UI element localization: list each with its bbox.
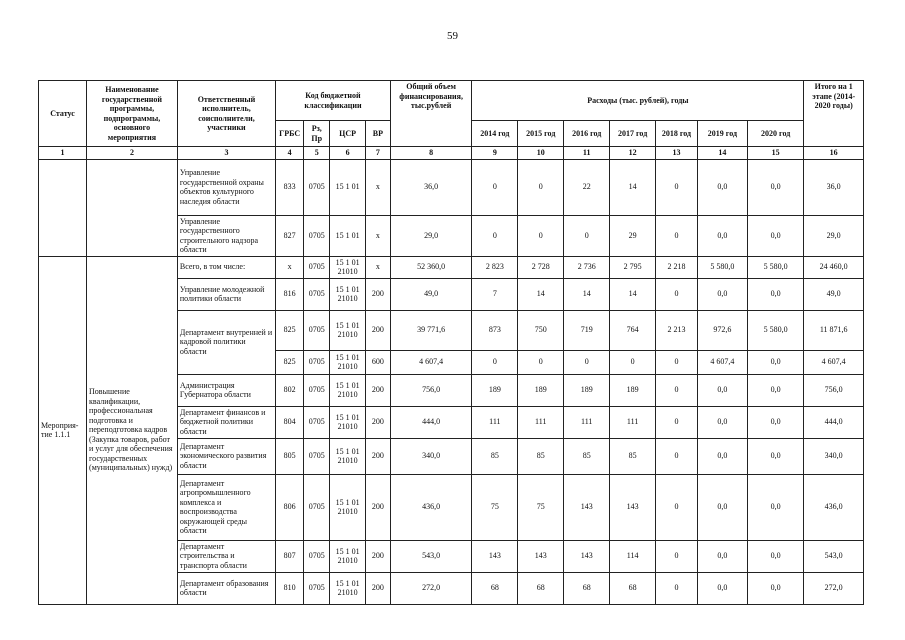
column-number: 10 (518, 147, 564, 160)
column-number: 7 (365, 147, 390, 160)
vr-cell: 200 (365, 572, 390, 604)
year-value-cell: 189 (610, 374, 656, 406)
year-value-cell: 0 (656, 438, 698, 474)
stage-total-cell: 11 871,6 (804, 310, 864, 350)
column-number: 13 (656, 147, 698, 160)
stage-total-cell: 24 460,0 (804, 256, 864, 278)
executor-cell: Департамент внутренней и кадровой политики области (177, 310, 275, 374)
rz-pr-cell: 0705 (304, 438, 330, 474)
year-value-cell: 2 728 (518, 256, 564, 278)
rz-pr-cell: 0705 (304, 406, 330, 438)
csr-cell: 15 1 01 (330, 159, 366, 215)
year-value-cell: 75 (472, 474, 518, 540)
header-budget-code: Код бюджетной классификации (276, 81, 391, 121)
name-cell (87, 159, 178, 256)
measure-name: Повышение квалификации, профессиональная подготовка и переподготовка кадров (Закупка товаров, работ и услуг для обеспечения государственных (муниципальных) нужд) (87, 256, 178, 604)
rz-pr-cell: 0705 (304, 572, 330, 604)
header-grbs: ГРБС (276, 121, 304, 147)
vr-cell: 200 (365, 406, 390, 438)
rz-pr-cell: 0705 (304, 310, 330, 350)
csr-cell: 15 1 01 21010 (330, 350, 366, 374)
year-value-cell: 14 (610, 159, 656, 215)
year-value-cell: 764 (610, 310, 656, 350)
vr-cell: 200 (365, 310, 390, 350)
rz-pr-cell: 0705 (304, 278, 330, 310)
total-cell: 52 360,0 (390, 256, 471, 278)
total-cell: 436,0 (390, 474, 471, 540)
header-year: 2016 год (564, 121, 610, 147)
year-value-cell: 2 823 (472, 256, 518, 278)
measure-status: Мероприя-тие 1.1.1 (39, 256, 87, 604)
year-value-cell: 7 (472, 278, 518, 310)
status-cell (39, 159, 87, 256)
grbs-cell: 807 (276, 540, 304, 572)
year-value-cell: 0 (610, 350, 656, 374)
table-row (39, 159, 864, 215)
year-value-cell: 68 (518, 572, 564, 604)
header-executor: Ответственный исполнитель, соисполнители, участники (177, 81, 275, 147)
executor-cell: Департамент финансов и бюджетной политики области (177, 406, 275, 438)
header-expenses: Расходы (тыс. рублей), годы (472, 81, 804, 121)
grbs-cell: 825 (276, 310, 304, 350)
header-year: 2015 год (518, 121, 564, 147)
stage-total-cell: 49,0 (804, 278, 864, 310)
column-number: 14 (697, 147, 747, 160)
column-number: 6 (330, 147, 366, 160)
table-row (39, 256, 864, 278)
year-value-cell: 111 (472, 406, 518, 438)
year-value-cell: 5 580,0 (747, 310, 803, 350)
grbs-cell: 804 (276, 406, 304, 438)
csr-cell: 15 1 01 21010 (330, 438, 366, 474)
grbs-cell: 825 (276, 350, 304, 374)
year-value-cell: 0 (656, 572, 698, 604)
year-value-cell: 0,0 (747, 159, 803, 215)
total-cell: 444,0 (390, 406, 471, 438)
year-value-cell: 0,0 (747, 540, 803, 572)
year-value-cell: 0,0 (747, 572, 803, 604)
column-number: 16 (804, 147, 864, 160)
year-value-cell: 0,0 (697, 215, 747, 256)
year-value-cell: 14 (518, 278, 564, 310)
year-value-cell: 0 (656, 350, 698, 374)
grbs-cell: х (276, 256, 304, 278)
column-number: 4 (276, 147, 304, 160)
year-value-cell: 189 (472, 374, 518, 406)
stage-total-cell: 340,0 (804, 438, 864, 474)
total-cell: 543,0 (390, 540, 471, 572)
year-value-cell: 22 (564, 159, 610, 215)
total-cell: 272,0 (390, 572, 471, 604)
total-cell: 340,0 (390, 438, 471, 474)
stage-total-cell: 444,0 (804, 406, 864, 438)
year-value-cell: 0,0 (697, 540, 747, 572)
csr-cell: 15 1 01 21010 (330, 406, 366, 438)
year-value-cell: 0 (472, 350, 518, 374)
executor-cell: Департамент строительства и транспорта области (177, 540, 275, 572)
column-number: 9 (472, 147, 518, 160)
year-value-cell: 0 (564, 350, 610, 374)
csr-cell: 15 1 01 21010 (330, 310, 366, 350)
year-value-cell: 0 (518, 215, 564, 256)
grbs-cell: 806 (276, 474, 304, 540)
year-value-cell: 85 (472, 438, 518, 474)
year-value-cell: 2 795 (610, 256, 656, 278)
executor-cell: Администрация Губернатора области (177, 374, 275, 406)
header-year: 2014 год (472, 121, 518, 147)
year-value-cell: 719 (564, 310, 610, 350)
year-value-cell: 0,0 (697, 374, 747, 406)
column-number: 5 (304, 147, 330, 160)
year-value-cell: 0,0 (747, 474, 803, 540)
header-total: Общий объем финансирования, тыс.рублей (390, 81, 471, 147)
header-year: 2019 год (697, 121, 747, 147)
header-rz-pr: Рз, Пр (304, 121, 330, 147)
header-stage-total: Итого на 1 этапе (2014-2020 годы) (804, 81, 864, 147)
header-year: 2018 год (656, 121, 698, 147)
header-csr: ЦСР (330, 121, 366, 147)
total-cell: 49,0 (390, 278, 471, 310)
year-value-cell: 0,0 (747, 278, 803, 310)
stage-total-cell: 543,0 (804, 540, 864, 572)
year-value-cell: 2 213 (656, 310, 698, 350)
csr-cell: 15 1 01 (330, 215, 366, 256)
stage-total-cell: 272,0 (804, 572, 864, 604)
year-value-cell: 0 (518, 159, 564, 215)
year-value-cell: 0,0 (697, 278, 747, 310)
year-value-cell: 873 (472, 310, 518, 350)
column-number: 1 (39, 147, 87, 160)
year-value-cell: 2 736 (564, 256, 610, 278)
year-value-cell: 114 (610, 540, 656, 572)
csr-cell: 15 1 01 21010 (330, 474, 366, 540)
year-value-cell: 68 (610, 572, 656, 604)
year-value-cell: 0,0 (697, 159, 747, 215)
year-value-cell: 0 (656, 374, 698, 406)
column-number: 11 (564, 147, 610, 160)
grbs-cell: 816 (276, 278, 304, 310)
total-cell: 36,0 (390, 159, 471, 215)
executor-cell: Департамент экономического развития области (177, 438, 275, 474)
year-value-cell: 0,0 (697, 406, 747, 438)
grbs-cell: 802 (276, 374, 304, 406)
column-number: 15 (747, 147, 803, 160)
table-body (39, 159, 864, 604)
year-value-cell: 189 (564, 374, 610, 406)
year-value-cell: 189 (518, 374, 564, 406)
year-value-cell: 0 (656, 215, 698, 256)
executor-cell: Управление государственной охраны объектов культурного наследия области (177, 159, 275, 215)
year-value-cell: 111 (518, 406, 564, 438)
year-value-cell: 0 (656, 406, 698, 438)
column-number-row (39, 147, 864, 160)
stage-total-cell: 36,0 (804, 159, 864, 215)
year-value-cell: 0,0 (747, 438, 803, 474)
vr-cell: 600 (365, 350, 390, 374)
year-value-cell: 5 580,0 (697, 256, 747, 278)
year-value-cell: 0,0 (697, 572, 747, 604)
year-value-cell: 0,0 (747, 406, 803, 438)
year-value-cell: 75 (518, 474, 564, 540)
executor-cell: Управление государственного строительного надзора области (177, 215, 275, 256)
year-value-cell: 143 (564, 474, 610, 540)
year-value-cell: 14 (564, 278, 610, 310)
rz-pr-cell: 0705 (304, 256, 330, 278)
grbs-cell: 805 (276, 438, 304, 474)
year-value-cell: 0 (656, 278, 698, 310)
year-value-cell: 0,0 (747, 215, 803, 256)
stage-total-cell: 756,0 (804, 374, 864, 406)
column-number: 3 (177, 147, 275, 160)
rz-pr-cell: 0705 (304, 350, 330, 374)
year-value-cell: 0 (472, 215, 518, 256)
rz-pr-cell: 0705 (304, 474, 330, 540)
csr-cell: 15 1 01 21010 (330, 540, 366, 572)
column-number: 2 (87, 147, 178, 160)
year-value-cell: 0,0 (747, 350, 803, 374)
year-value-cell: 143 (564, 540, 610, 572)
stage-total-cell: 29,0 (804, 215, 864, 256)
year-value-cell: 5 580,0 (747, 256, 803, 278)
year-value-cell: 14 (610, 278, 656, 310)
rz-pr-cell: 0705 (304, 159, 330, 215)
rz-pr-cell: 0705 (304, 540, 330, 572)
vr-cell: х (365, 256, 390, 278)
total-cell: 756,0 (390, 374, 471, 406)
vr-cell: х (365, 159, 390, 215)
header-year: 2020 год (747, 121, 803, 147)
stage-total-cell: 4 607,4 (804, 350, 864, 374)
year-value-cell: 0,0 (697, 438, 747, 474)
vr-cell: 200 (365, 438, 390, 474)
year-value-cell: 143 (472, 540, 518, 572)
grbs-cell: 833 (276, 159, 304, 215)
csr-cell: 15 1 01 21010 (330, 374, 366, 406)
year-value-cell: 0 (656, 474, 698, 540)
stage-total-cell: 436,0 (804, 474, 864, 540)
vr-cell: 200 (365, 374, 390, 406)
year-value-cell: 0 (518, 350, 564, 374)
total-cell: 4 607,4 (390, 350, 471, 374)
grbs-cell: 827 (276, 215, 304, 256)
vr-cell: 200 (365, 278, 390, 310)
year-value-cell: 85 (518, 438, 564, 474)
total-cell: 29,0 (390, 215, 471, 256)
total-cell: 39 771,6 (390, 310, 471, 350)
year-value-cell: 0 (564, 215, 610, 256)
vr-cell: х (365, 215, 390, 256)
year-value-cell: 111 (564, 406, 610, 438)
year-value-cell: 4 607,4 (697, 350, 747, 374)
csr-cell: 15 1 01 21010 (330, 256, 366, 278)
year-value-cell: 972,6 (697, 310, 747, 350)
csr-cell: 15 1 01 21010 (330, 278, 366, 310)
executor-cell: Всего, в том числе: (177, 256, 275, 278)
executor-cell: Департамент агропромышленного комплекса и воспроизводства окружающей среды области (177, 474, 275, 540)
year-value-cell: 0 (656, 159, 698, 215)
page-number: 59 (447, 30, 458, 42)
year-value-cell: 143 (518, 540, 564, 572)
header-name: Наименование государственной программы, подпрограммы, основного мероприятия (87, 81, 178, 147)
year-value-cell: 68 (564, 572, 610, 604)
header-status: Статус (39, 81, 87, 147)
year-value-cell: 750 (518, 310, 564, 350)
year-value-cell: 0,0 (747, 374, 803, 406)
year-value-cell: 0,0 (697, 474, 747, 540)
year-value-cell: 68 (472, 572, 518, 604)
executor-cell: Управление молодежной политики области (177, 278, 275, 310)
year-value-cell: 111 (610, 406, 656, 438)
executor-cell: Департамент образования области (177, 572, 275, 604)
year-value-cell: 0 (656, 540, 698, 572)
grbs-cell: 810 (276, 572, 304, 604)
year-value-cell: 29 (610, 215, 656, 256)
csr-cell: 15 1 01 21010 (330, 572, 366, 604)
column-number: 12 (610, 147, 656, 160)
year-value-cell: 0 (472, 159, 518, 215)
rz-pr-cell: 0705 (304, 215, 330, 256)
rz-pr-cell: 0705 (304, 374, 330, 406)
year-value-cell: 85 (564, 438, 610, 474)
header-year: 2017 год (610, 121, 656, 147)
column-number: 8 (390, 147, 471, 160)
year-value-cell: 2 218 (656, 256, 698, 278)
budget-table (38, 80, 864, 605)
year-value-cell: 143 (610, 474, 656, 540)
header-vr: ВР (365, 121, 390, 147)
vr-cell: 200 (365, 474, 390, 540)
year-value-cell: 85 (610, 438, 656, 474)
vr-cell: 200 (365, 540, 390, 572)
